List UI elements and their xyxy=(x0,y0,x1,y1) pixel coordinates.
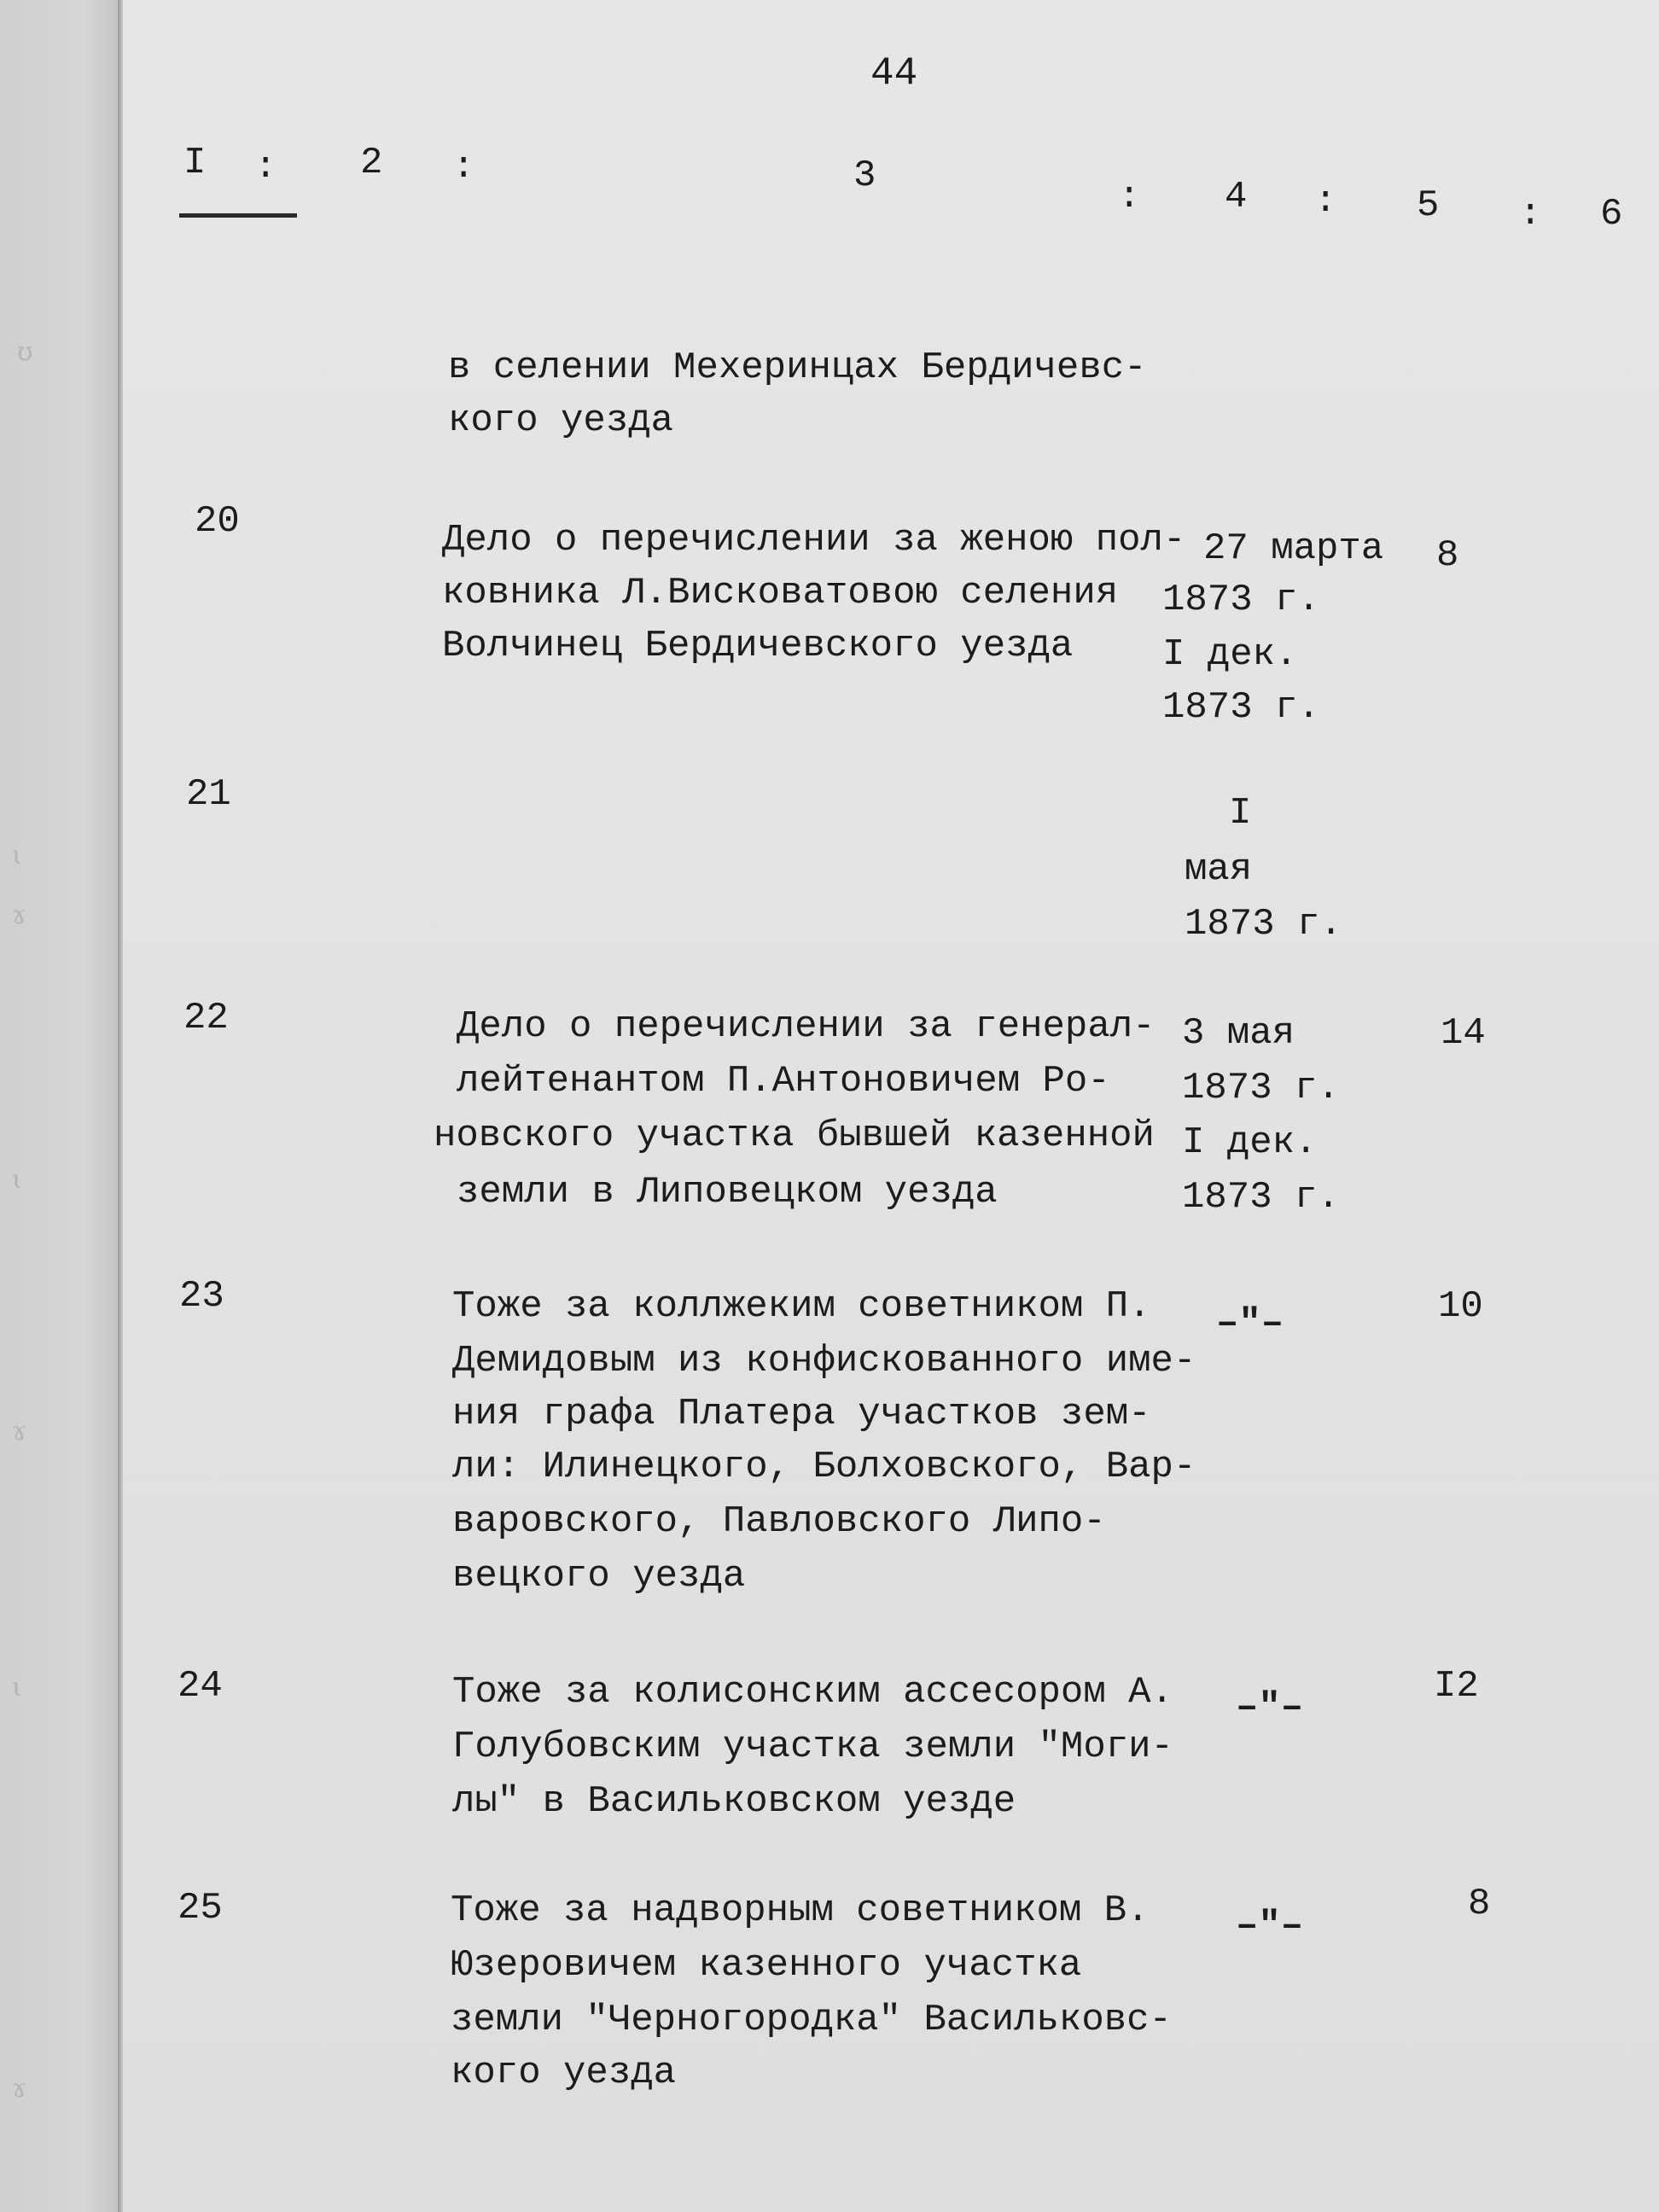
bleed-mark: ɤ xyxy=(12,1417,26,1447)
entry-date: 27 марта xyxy=(1203,527,1384,570)
column-header-separator: : xyxy=(254,146,277,189)
column-header-separator: : xyxy=(452,146,475,189)
entry-title-line: кого уезда xyxy=(448,399,674,442)
entry-title-line: в селении Мехеринцах Бердичевс- xyxy=(448,346,1147,389)
entry-title-line: лейтенантом П.Антоновичем Ро- xyxy=(457,1060,1110,1103)
entry-date: 3 мая xyxy=(1182,1012,1295,1055)
entry-date: 1873 г. xyxy=(1162,579,1320,621)
entry-title-line: новского участка бывшей казенной xyxy=(434,1115,1155,1157)
entry-title-line: Юзеровичем казенного участка xyxy=(451,1944,1082,1987)
entry-title-line: вецкого уезда xyxy=(452,1555,746,1598)
entry-title-line: Тоже за надворным советником В. xyxy=(451,1889,1150,1932)
entry-number: 23 xyxy=(179,1275,224,1318)
column-header-3: 3 xyxy=(853,154,876,197)
ditto-mark: –"– xyxy=(1236,1905,1304,1947)
bleed-mark: ɩ xyxy=(12,1673,22,1703)
bleed-mark: ɩ xyxy=(12,1165,22,1195)
entry-title-line: Дело о перечислении за женою пол- xyxy=(442,519,1186,562)
entry-number: 25 xyxy=(178,1887,223,1930)
bleed-mark: ɤ xyxy=(12,900,26,930)
column-header-2: 2 xyxy=(360,142,383,184)
bleed-mark: ɩ xyxy=(12,841,22,870)
entry-title-line: Дело о перечислении за генерал- xyxy=(457,1005,1155,1048)
ditto-mark: –"– xyxy=(1236,1686,1304,1729)
column-header-separator: : xyxy=(1118,176,1141,218)
entry-sheets: I2 xyxy=(1434,1665,1479,1708)
bleed-mark: ʊ xyxy=(17,337,33,367)
column-header-6: 6 xyxy=(1600,193,1623,236)
entry-date: I xyxy=(1229,792,1252,835)
entry-title-line: Волчинец Бердичевского уезда xyxy=(442,625,1074,667)
adjacent-page-edge xyxy=(0,0,119,2212)
entry-title-line: ния графа Платера участков зем- xyxy=(452,1393,1151,1435)
column-header-1: I xyxy=(183,142,207,184)
entry-date: I дек. xyxy=(1182,1121,1318,1164)
entry-title-line: земли в Липовецком уезда xyxy=(457,1171,998,1214)
entry-title-line: кого уезда xyxy=(451,2052,677,2094)
entry-title-line: земли "Черногородка" Васильковс- xyxy=(451,1999,1172,2041)
entry-title-line: ли: Илинецкого, Болховского, Вар- xyxy=(452,1446,1196,1488)
entry-sheets: 8 xyxy=(1436,534,1459,577)
entry-number: 22 xyxy=(183,997,229,1039)
column-header-5: 5 xyxy=(1417,184,1440,227)
entry-sheets: 14 xyxy=(1441,1012,1486,1055)
entry-sheets: 8 xyxy=(1468,1883,1491,1925)
entry-title-line: лы" в Васильковском уезде xyxy=(452,1780,1016,1823)
page-number: 44 xyxy=(870,51,918,96)
entry-title-line: Демидовым из конфискованного име- xyxy=(452,1340,1196,1382)
entry-number: 24 xyxy=(178,1665,223,1708)
bleed-mark: ɤ xyxy=(12,2074,26,2104)
column-header-separator: : xyxy=(1519,193,1542,236)
entry-date: мая xyxy=(1185,848,1253,891)
entry-date: I дек. xyxy=(1162,633,1298,676)
entry-title-line: варовского, Павловского Липо- xyxy=(452,1500,1106,1543)
header-underline xyxy=(179,213,297,218)
entry-date: 1873 г. xyxy=(1162,686,1320,729)
entry-title-line: Голубовским участка земли "Моги- xyxy=(452,1726,1173,1768)
entry-date: 1873 г. xyxy=(1182,1176,1340,1219)
ditto-mark: –"– xyxy=(1216,1302,1284,1345)
entry-sheets: 10 xyxy=(1438,1285,1483,1328)
column-header-separator: : xyxy=(1314,180,1337,223)
entry-title-line: ковника Л.Висковатовою селения xyxy=(442,572,1119,614)
column-header-4: 4 xyxy=(1225,176,1248,218)
entry-title-line: Тоже за коллжеким советником П. xyxy=(452,1285,1151,1328)
entry-date: 1873 г. xyxy=(1182,1067,1340,1109)
entry-title-line: Тоже за колисонским ассесором А. xyxy=(452,1671,1173,1714)
entry-number: 21 xyxy=(186,773,231,816)
entry-date: 1873 г. xyxy=(1185,903,1342,946)
entry-number: 20 xyxy=(195,500,240,543)
